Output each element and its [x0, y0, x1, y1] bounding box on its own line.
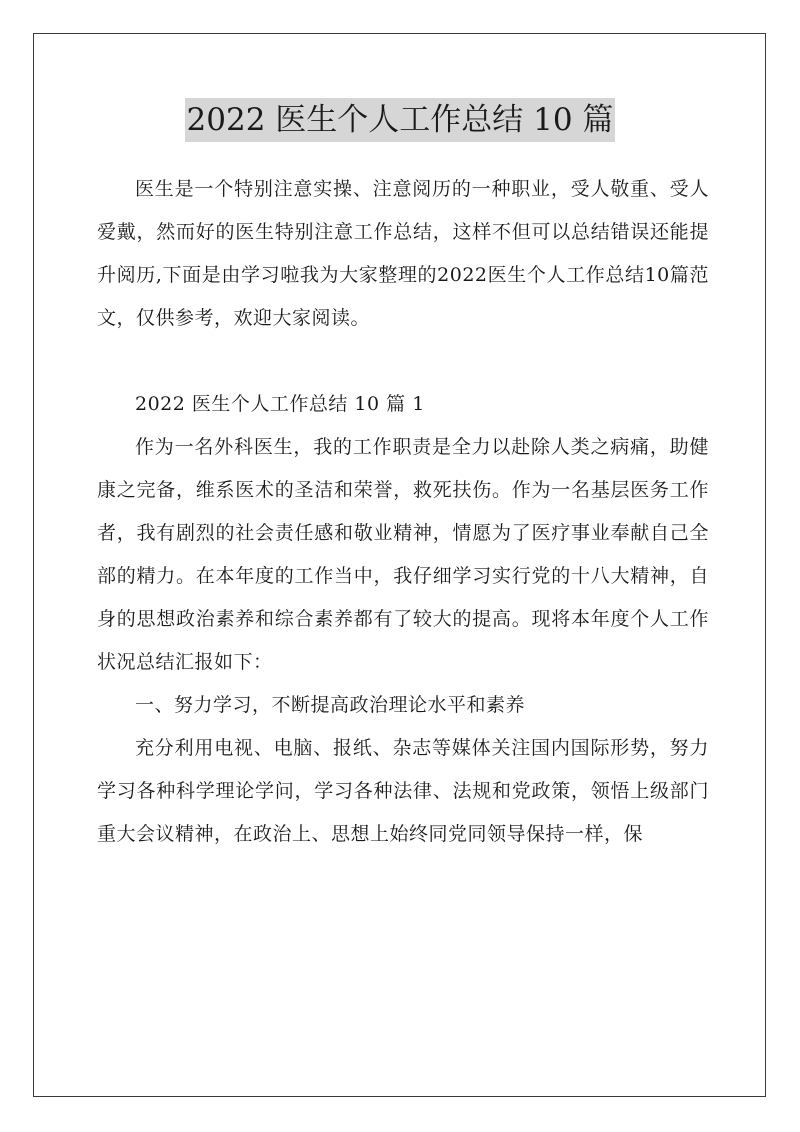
title-container — [0, 98, 800, 142]
document-title: 2022 医生个人工作总结 10 篇 — [185, 98, 616, 142]
intro-paragraph: 医生是一个特别注意实操、注意阅历的一种职业，受人敬重、受人爱戴，然而好的医生特别注意工作总结，这样不但可以总结错误还能提升阅历,下面是由学习啦我为大家整理的2022医生个人工作总结10篇范文，仅供参考，欢迎大家阅读。 — [97, 178, 709, 329]
sub-heading: 一、努力学习，不断提高政治理论水平和素养 — [135, 694, 526, 716]
section-heading: 2022 医生个人工作总结 10 篇 1 — [135, 393, 425, 415]
body-paragraph: 充分利用电视、电脑、报纸、杂志等媒体关注国内国际形势，努力学习各种科学理论学问，学习各种法律、法规和党政策，领悟上级部门重大会议精神，在政治上、思想上始终同党同领导保持一样，保 — [97, 737, 709, 845]
blank-line — [97, 340, 709, 383]
body-paragraph: 作为一名外科医生，我的工作职责是全力以赴除人类之病痛，助健康之完备，维系医术的圣洁和荣誉，救死扶伤。作为一名基层医务工作者，我有剧烈的社会责任感和敬业精神，情愿为了医疗事业奉献自己全部的精力。在本年度的工作当中，我仔细学习实行党的十八大精神，自身的思想政治素养和综合素养都有了较大的提高。现将本年度个人工作状况总结汇报如下： — [97, 436, 709, 673]
document-body — [97, 168, 709, 856]
